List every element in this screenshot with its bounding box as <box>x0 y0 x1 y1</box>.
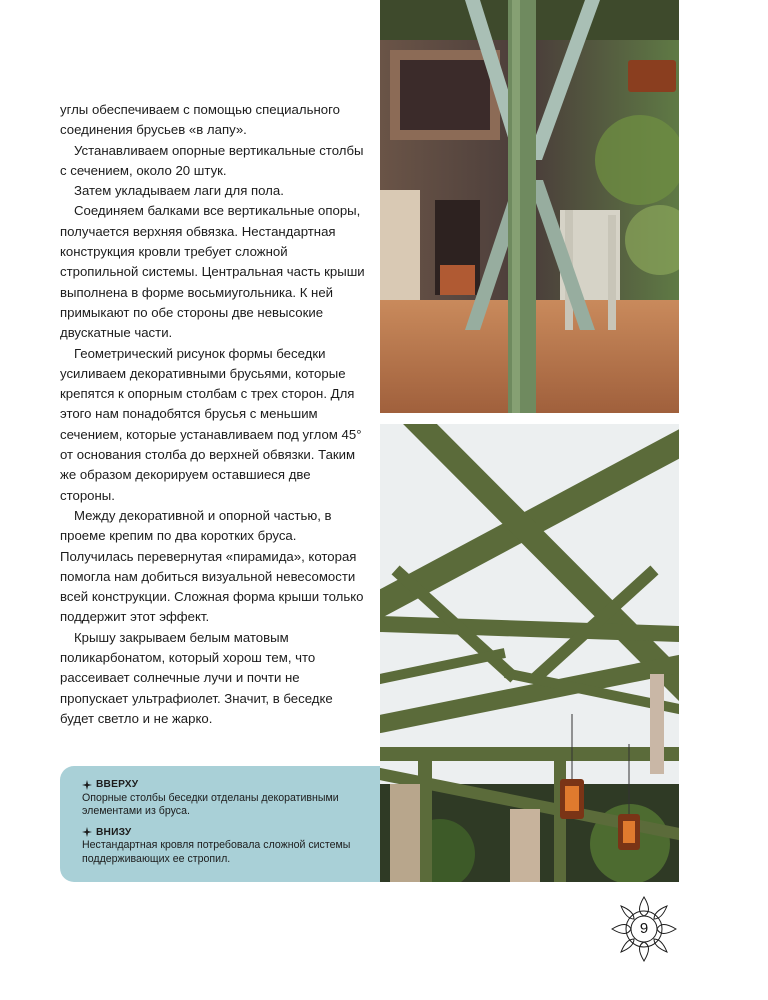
caption-heading-label: ВНИЗУ <box>96 826 132 838</box>
ornament-cross-icon <box>82 780 92 790</box>
paragraph: Геометрический рисунок формы беседки усиливаем декоративными брусьями, которые крепятся к опорным столбам с трех сторон. Для этого нам понадобятся брусья с меньшим сечением, которые устанавливаем под углом 45° от основания столба до верхней обвязки. Таким же образом декорируем оставшиеся две стороны. <box>60 345 362 503</box>
paragraph: углы обеспечиваем с помощью специального соединения брусьев «в лапу». <box>60 102 340 138</box>
page-number-badge <box>608 893 680 965</box>
paragraph: Крышу закрываем белым матовым поликарбонатом, который хорош тем, что рассеивает солнечные лучи и почти не пропускает ультрафиолет. Значит, в беседке будет светло и не жарко. <box>60 629 333 726</box>
body-text <box>60 100 365 729</box>
caption-heading-top <box>82 778 366 792</box>
ornament-cross-icon <box>82 827 92 837</box>
caption-heading-bottom <box>82 826 366 840</box>
paragraph: Между декоративной и опорной частью, в проеме крепим по два коротких бруса. Получилась перевернутая «пирамида», которая помогла нам добиться визуальной невесомости всей конструкции. Сложная форма крыши только поддержит этот эффект. <box>60 507 364 625</box>
photo-gazebo-roof <box>380 424 679 882</box>
caption-text-bottom: Нестандартная кровля потребовала сложной системы поддерживающих ее стропил. <box>82 839 351 865</box>
caption-box <box>60 766 380 882</box>
paragraph: Затем укладываем лаги для пола. <box>74 183 284 199</box>
paragraph: Устанавливаем опорные вертикальные столбы с сечением, около 20 штук. <box>60 142 364 178</box>
caption-heading-label: ВВЕРХУ <box>96 779 139 790</box>
caption-text-top: Опорные столбы беседки отделаны декоративными элементами из бруса. <box>82 791 339 817</box>
photo-gazebo-posts <box>380 0 679 413</box>
page-number: 9 <box>639 920 649 937</box>
paragraph: Соединяем балками все вертикальные опоры, получается верхняя обвязка. Нестандартная конструкция кровли требует сложной стропильной системы. Центральная часть крыши выполнена в форме восьмиугольника. К ней примыкают по обе стороны две невысокие двускатные части. <box>60 203 365 341</box>
